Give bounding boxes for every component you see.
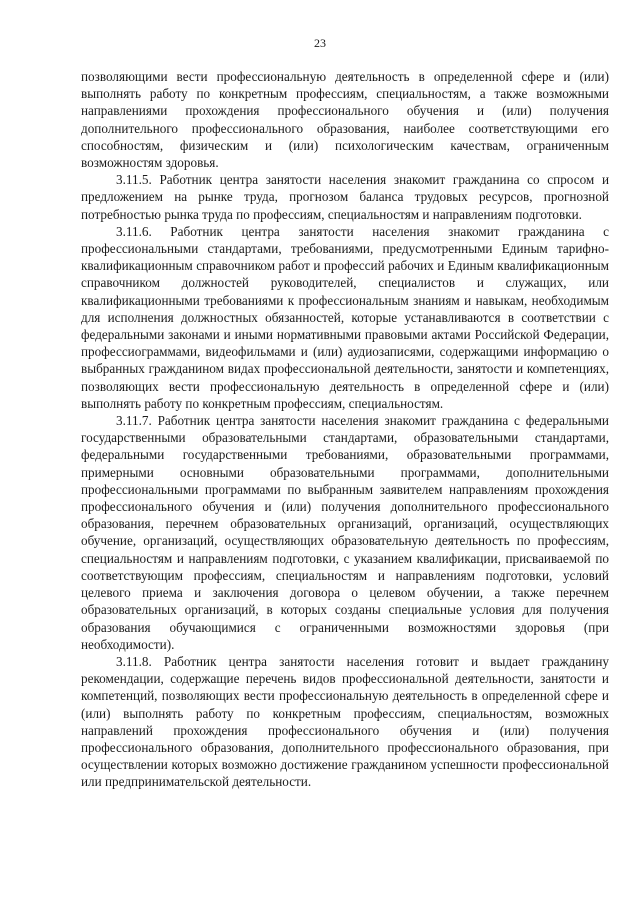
page-number: 23 <box>314 36 326 50</box>
paragraph-continuation: позволяющими вести профессиональную деятельность в определенной сфере и (или) выполнять работу по конкретным профессиям, специальностям, а также возможными направлениями прохождения профессионального обучения и (или) получения дополнительного профессионального образования, наиболее соответствующими его способностям, физическим и (или) психологическим качествам, ограниченным возможностям здоровья. <box>81 69 609 171</box>
paragraph-3-11-5: 3.11.5. Работник центра занятости населения знакомит гражданина со спросом и предложением на рынке труда, прогнозом баланса трудовых ресурсов, прогнозной потребностью рынка труда по профессиям, специальностям и направлениям подготовки. <box>81 172 609 222</box>
document-body <box>81 68 609 791</box>
paragraph-3-11-8: 3.11.8. Работник центра занятости населения готовит и выдает гражданину рекомендации, содержащие перечень видов профессиональной деятельности, занятости и компетенций, позволяющих вести профессиональную деятельность в определенной сфере и (или) выполнять работу по конкретным профессиям, специальностям, возможных направлений прохождения профессионального обучения и (или) получения профессионального образования, дополнительного профессионального образования, при осуществлении которых возможно достижение гражданином успешности профессиональной или предпринимательской деятельности. <box>81 653 609 790</box>
paragraph-3-11-7: 3.11.7. Работник центра занятости населения знакомит гражданина с федеральными государственными образовательными стандартами, образовательными стандартами, федеральными государственными требованиями, образовательными программами, примерными основными образовательными программами, дополнительными профессиональными программами по выбранным заявителем направлениям прохождения профессионального обучения и (или) получения дополнительного профессионального образования, перечнем образовательных организаций, организаций, осуществляющих обучение, организаций, осуществляющих образовательную деятельность по профессиям, специальностям и направлениям подготовки, с указанием квалификации, присваиваемой по соответствующим профессиям, специальностям и направлениям подготовки, условий целевого приема и заключения договора о целевом обучении, а также перечнем образовательных организаций, в которых созданы специальные условия для получения образования обучающимися с ограниченными возможностями здоровья (при необходимости). <box>81 413 609 652</box>
paragraph-3-11-6: 3.11.6. Работник центра занятости населения знакомит гражданина с профессиональными стандартами, требованиями, предусмотренными Единым тарифно-квалификационным справочником работ и профессий рабочих и Единым квалификационным справочником должностей руководителей, специалистов и служащих, или квалификационными требованиями к профессиональным знаниям и навыкам, необходимым для исполнения должностных обязанностей, которые устанавливаются в соответствии с федеральными законами и иными нормативными правовыми актами Российской Федерации, профессиограммами, видеофильмами и (или) аудиозаписями, содержащими информацию о выбранных гражданином видах профессиональной деятельности, занятости и компетенциях, позволяющих вести профессиональную деятельность в определенной сфере и (или) выполнять работу по конкретным профессиям, специальностям. <box>81 223 609 411</box>
